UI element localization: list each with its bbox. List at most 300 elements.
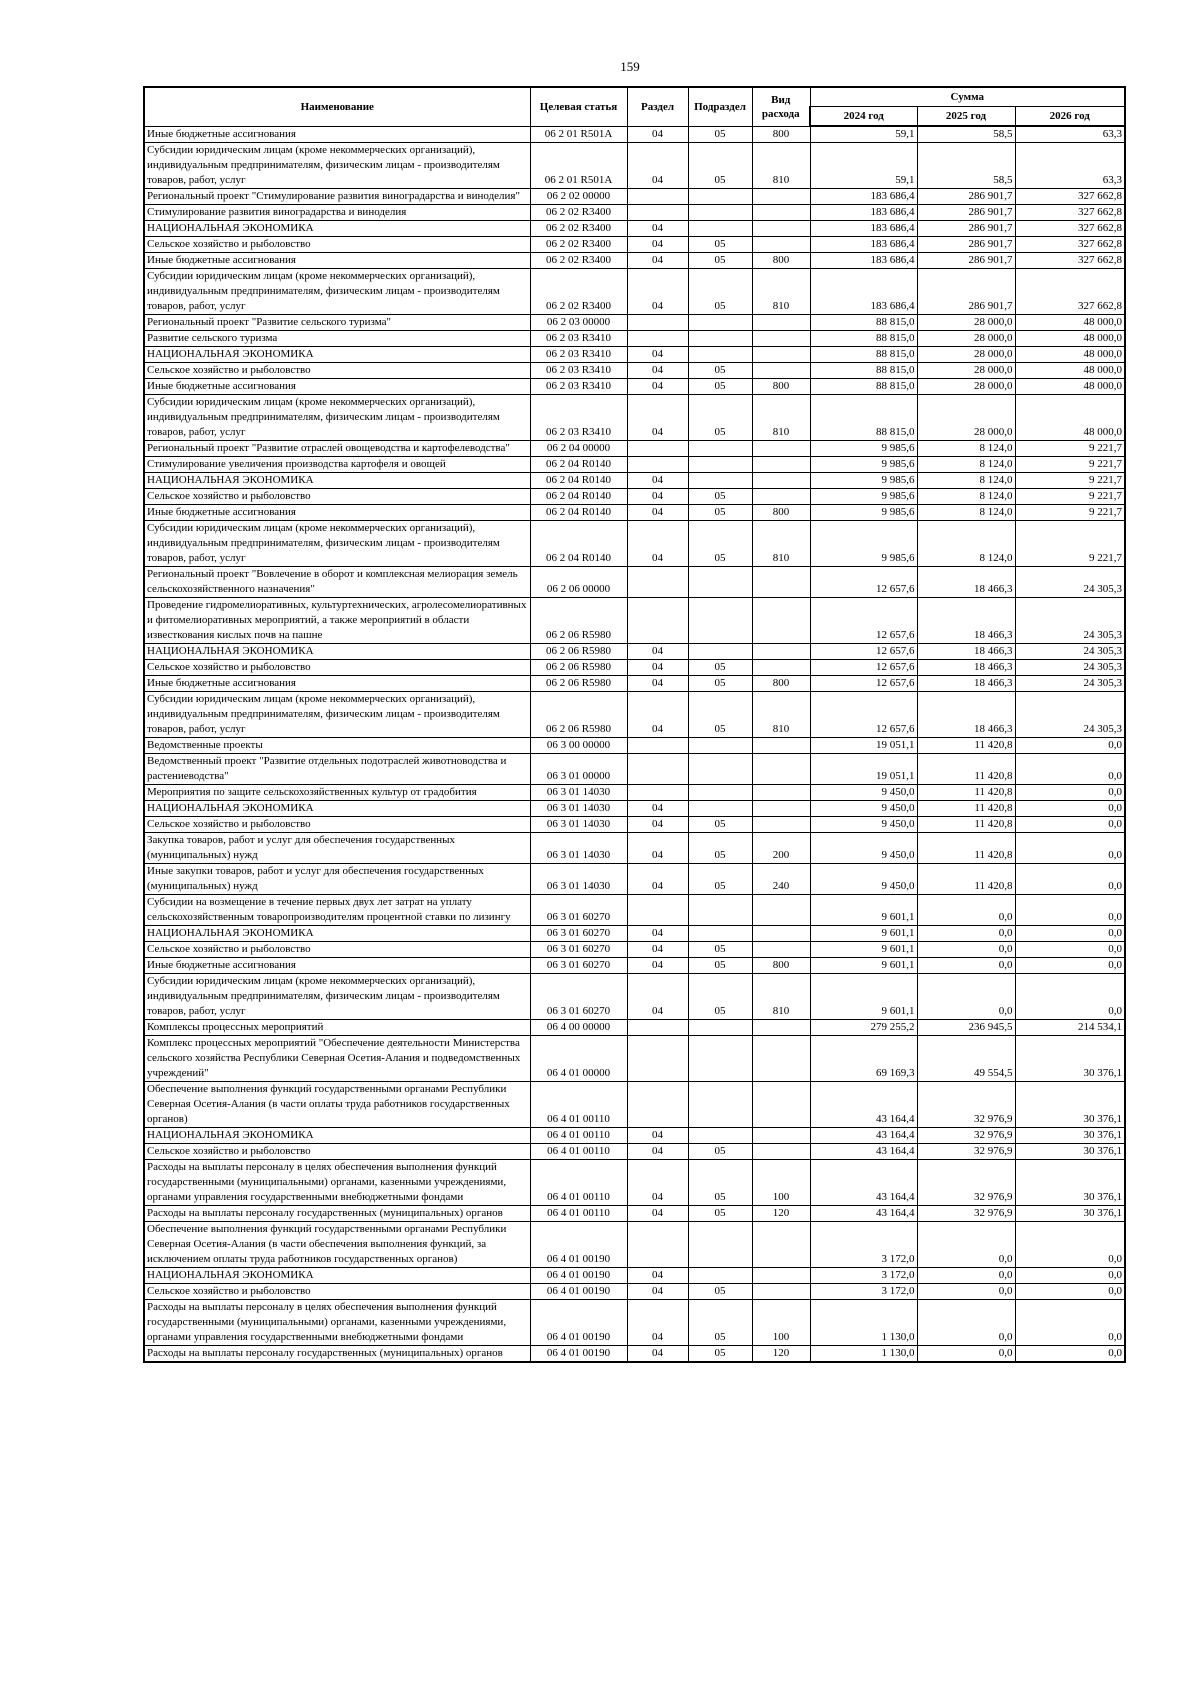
- row-name-cell: Мероприятия по защите сельскохозяйственных культур от градобития: [144, 785, 530, 801]
- row-sum-2024-cell: 43 164,4: [810, 1128, 917, 1144]
- row-section-cell: 04: [627, 660, 688, 676]
- row-sum-2025-cell: 0,0: [917, 1346, 1015, 1363]
- row-kind-cell: 810: [752, 974, 810, 1020]
- table-row: [144, 363, 1125, 379]
- row-target-cell: 06 3 01 60270: [530, 958, 627, 974]
- row-sum-2026-cell: 24 305,3: [1015, 644, 1125, 660]
- row-sum-2026-cell: 0,0: [1015, 1346, 1125, 1363]
- row-sum-2024-cell: 9 450,0: [810, 817, 917, 833]
- table-row: [144, 221, 1125, 237]
- row-name-cell: Комплексы процессных мероприятий: [144, 1020, 530, 1036]
- row-sum-2024-cell: 9 985,6: [810, 473, 917, 489]
- row-sum-2026-cell: 9 221,7: [1015, 441, 1125, 457]
- row-name-cell: Иные бюджетные ассигнования: [144, 505, 530, 521]
- row-subsection-cell: [688, 473, 752, 489]
- row-sum-2025-cell: 236 945,5: [917, 1020, 1015, 1036]
- row-sum-2026-cell: 48 000,0: [1015, 395, 1125, 441]
- row-sum-2025-cell: 28 000,0: [917, 331, 1015, 347]
- row-kind-cell: 240: [752, 864, 810, 895]
- row-sum-2025-cell: 8 124,0: [917, 473, 1015, 489]
- table-row: [144, 1160, 1125, 1206]
- row-sum-2024-cell: 43 164,4: [810, 1160, 917, 1206]
- col-2025-header: 2025 год: [917, 107, 1015, 127]
- row-section-cell: 04: [627, 473, 688, 489]
- row-name-cell: Обеспечение выполнения функций государственными органами Республики Северная Осетия-Алания (в части обеспечения выполнения функций, за исключением оплаты труда работников государственных органов): [144, 1222, 530, 1268]
- table-row: [144, 754, 1125, 785]
- row-target-cell: 06 2 04 R0140: [530, 473, 627, 489]
- row-section-cell: 04: [627, 958, 688, 974]
- row-sum-2024-cell: 9 450,0: [810, 801, 917, 817]
- row-sum-2025-cell: 28 000,0: [917, 347, 1015, 363]
- table-row: [144, 567, 1125, 598]
- row-sum-2025-cell: 286 901,7: [917, 237, 1015, 253]
- table-row: [144, 379, 1125, 395]
- row-section-cell: 04: [627, 347, 688, 363]
- row-section-cell: 04: [627, 801, 688, 817]
- row-sum-2026-cell: 24 305,3: [1015, 598, 1125, 644]
- col-section-header: Раздел: [627, 87, 688, 126]
- row-kind-cell: [752, 363, 810, 379]
- row-target-cell: 06 2 03 R3410: [530, 379, 627, 395]
- row-target-cell: 06 2 02 R3400: [530, 205, 627, 221]
- row-target-cell: 06 4 01 00190: [530, 1222, 627, 1268]
- row-name-cell: Сельское хозяйство и рыболовство: [144, 489, 530, 505]
- row-sum-2024-cell: 12 657,6: [810, 692, 917, 738]
- row-kind-cell: [752, 926, 810, 942]
- row-subsection-cell: [688, 315, 752, 331]
- table-row: [144, 1206, 1125, 1222]
- row-subsection-cell: [688, 1020, 752, 1036]
- row-subsection-cell: [688, 644, 752, 660]
- row-section-cell: [627, 785, 688, 801]
- row-sum-2025-cell: 18 466,3: [917, 660, 1015, 676]
- row-kind-cell: [752, 801, 810, 817]
- row-sum-2025-cell: 28 000,0: [917, 363, 1015, 379]
- row-sum-2026-cell: 327 662,8: [1015, 253, 1125, 269]
- table-row: [144, 143, 1125, 189]
- row-subsection-cell: [688, 895, 752, 926]
- row-name-cell: Субсидии юридическим лицам (кроме некоммерческих организаций), индивидуальным предпринимателям, физическим лицам - производителям товаров, работ, услуг: [144, 974, 530, 1020]
- row-sum-2024-cell: 3 172,0: [810, 1268, 917, 1284]
- row-kind-cell: [752, 347, 810, 363]
- row-name-cell: Ведомственный проект "Развитие отдельных подотраслей животноводства и растениеводства": [144, 754, 530, 785]
- row-sum-2024-cell: 9 985,6: [810, 489, 917, 505]
- row-subsection-cell: [688, 1128, 752, 1144]
- table-row: [144, 1144, 1125, 1160]
- row-target-cell: 06 2 06 00000: [530, 567, 627, 598]
- row-sum-2026-cell: 0,0: [1015, 738, 1125, 754]
- row-target-cell: 06 2 06 R5980: [530, 644, 627, 660]
- row-sum-2025-cell: 11 420,8: [917, 801, 1015, 817]
- row-subsection-cell: 05: [688, 1206, 752, 1222]
- row-sum-2024-cell: 88 815,0: [810, 395, 917, 441]
- row-sum-2026-cell: 0,0: [1015, 801, 1125, 817]
- table-row: [144, 1036, 1125, 1082]
- row-name-cell: Иные бюджетные ассигнования: [144, 126, 530, 143]
- row-kind-cell: [752, 489, 810, 505]
- row-sum-2026-cell: 327 662,8: [1015, 189, 1125, 205]
- table-row: [144, 785, 1125, 801]
- row-subsection-cell: 05: [688, 974, 752, 1020]
- row-kind-cell: [752, 1144, 810, 1160]
- row-kind-cell: [752, 1020, 810, 1036]
- row-target-cell: 06 2 04 R0140: [530, 505, 627, 521]
- row-subsection-cell: 05: [688, 269, 752, 315]
- row-sum-2026-cell: 0,0: [1015, 864, 1125, 895]
- row-subsection-cell: [688, 926, 752, 942]
- row-sum-2025-cell: 0,0: [917, 1300, 1015, 1346]
- row-target-cell: 06 3 01 60270: [530, 895, 627, 926]
- row-section-cell: 04: [627, 974, 688, 1020]
- row-sum-2026-cell: 30 376,1: [1015, 1144, 1125, 1160]
- row-target-cell: 06 2 01 R501A: [530, 126, 627, 143]
- row-section-cell: 04: [627, 1144, 688, 1160]
- row-section-cell: 04: [627, 1268, 688, 1284]
- row-sum-2025-cell: 286 901,7: [917, 221, 1015, 237]
- row-sum-2026-cell: 9 221,7: [1015, 473, 1125, 489]
- row-sum-2024-cell: 59,1: [810, 126, 917, 143]
- row-kind-cell: 100: [752, 1300, 810, 1346]
- row-section-cell: 04: [627, 1300, 688, 1346]
- table-row: [144, 315, 1125, 331]
- row-name-cell: Региональный проект "Вовлечение в оборот и комплексная мелиорация земель сельскохозяйственного назначения": [144, 567, 530, 598]
- row-name-cell: НАЦИОНАЛЬНАЯ ЭКОНОМИКА: [144, 926, 530, 942]
- row-name-cell: Проведение гидромелиоративных, культуртехнических, агролесомелиоративных и фитомелиоративных мероприятий, а также мероприятий в области известкования кислых почв на пашне: [144, 598, 530, 644]
- row-subsection-cell: [688, 441, 752, 457]
- row-sum-2026-cell: 327 662,8: [1015, 269, 1125, 315]
- row-sum-2024-cell: 88 815,0: [810, 347, 917, 363]
- row-sum-2024-cell: 88 815,0: [810, 363, 917, 379]
- table-row: [144, 676, 1125, 692]
- row-section-cell: 04: [627, 237, 688, 253]
- row-subsection-cell: 05: [688, 660, 752, 676]
- row-sum-2026-cell: 24 305,3: [1015, 692, 1125, 738]
- row-sum-2026-cell: 0,0: [1015, 754, 1125, 785]
- row-section-cell: 04: [627, 1206, 688, 1222]
- row-sum-2024-cell: 43 164,4: [810, 1206, 917, 1222]
- row-target-cell: 06 4 01 00190: [530, 1268, 627, 1284]
- row-target-cell: 06 2 02 R3400: [530, 237, 627, 253]
- row-sum-2024-cell: 183 686,4: [810, 189, 917, 205]
- row-subsection-cell: 05: [688, 253, 752, 269]
- row-name-cell: Субсидии юридическим лицам (кроме некоммерческих организаций), индивидуальным предпринимателям, физическим лицам - производителям товаров, работ, услуг: [144, 143, 530, 189]
- row-subsection-cell: [688, 457, 752, 473]
- row-name-cell: Комплекс процессных мероприятий "Обеспечение деятельности Министерства сельского хозяйства Республики Северная Осетия-Алания и подведомственных учреждений": [144, 1036, 530, 1082]
- col-target-header: Целевая статья: [530, 87, 627, 126]
- row-sum-2025-cell: 0,0: [917, 1222, 1015, 1268]
- row-sum-2026-cell: 9 221,7: [1015, 521, 1125, 567]
- row-subsection-cell: [688, 598, 752, 644]
- row-subsection-cell: [688, 189, 752, 205]
- row-section-cell: 04: [627, 692, 688, 738]
- row-section-cell: 04: [627, 833, 688, 864]
- row-subsection-cell: [688, 205, 752, 221]
- row-sum-2024-cell: 12 657,6: [810, 598, 917, 644]
- budget-table: [143, 86, 1126, 1363]
- row-section-cell: 04: [627, 269, 688, 315]
- table-row: [144, 1300, 1125, 1346]
- row-kind-cell: [752, 1128, 810, 1144]
- row-target-cell: 06 4 01 00110: [530, 1160, 627, 1206]
- row-section-cell: [627, 1222, 688, 1268]
- row-kind-cell: 810: [752, 269, 810, 315]
- row-subsection-cell: [688, 347, 752, 363]
- row-section-cell: 04: [627, 817, 688, 833]
- row-sum-2024-cell: 9 601,1: [810, 895, 917, 926]
- row-subsection-cell: 05: [688, 1144, 752, 1160]
- table-row: [144, 1222, 1125, 1268]
- row-sum-2026-cell: 0,0: [1015, 785, 1125, 801]
- row-name-cell: Закупка товаров, работ и услуг для обеспечения государственных (муниципальных) нужд: [144, 833, 530, 864]
- row-name-cell: Сельское хозяйство и рыболовство: [144, 237, 530, 253]
- row-name-cell: НАЦИОНАЛЬНАЯ ЭКОНОМИКА: [144, 1128, 530, 1144]
- row-sum-2026-cell: 214 534,1: [1015, 1020, 1125, 1036]
- row-kind-cell: 200: [752, 833, 810, 864]
- row-sum-2024-cell: 88 815,0: [810, 315, 917, 331]
- row-kind-cell: [752, 205, 810, 221]
- row-target-cell: 06 2 06 R5980: [530, 598, 627, 644]
- table-row: [144, 833, 1125, 864]
- row-sum-2025-cell: 32 976,9: [917, 1144, 1015, 1160]
- table-row: [144, 926, 1125, 942]
- row-sum-2024-cell: 9 985,6: [810, 457, 917, 473]
- row-sum-2026-cell: 30 376,1: [1015, 1036, 1125, 1082]
- row-sum-2024-cell: 19 051,1: [810, 754, 917, 785]
- row-subsection-cell: 05: [688, 1160, 752, 1206]
- table-row: [144, 1128, 1125, 1144]
- row-subsection-cell: 05: [688, 126, 752, 143]
- table-row: [144, 126, 1125, 143]
- table-row: [144, 958, 1125, 974]
- row-name-cell: НАЦИОНАЛЬНАЯ ЭКОНОМИКА: [144, 347, 530, 363]
- row-section-cell: 04: [627, 1346, 688, 1363]
- row-target-cell: 06 3 01 00000: [530, 754, 627, 785]
- table-row: [144, 237, 1125, 253]
- row-sum-2026-cell: 0,0: [1015, 895, 1125, 926]
- col-2026-header: 2026 год: [1015, 107, 1125, 127]
- row-name-cell: Расходы на выплаты персоналу государственных (муниципальных) органов: [144, 1206, 530, 1222]
- row-target-cell: 06 2 02 R3400: [530, 269, 627, 315]
- row-subsection-cell: 05: [688, 379, 752, 395]
- table-body: [144, 126, 1125, 1362]
- row-sum-2026-cell: 30 376,1: [1015, 1206, 1125, 1222]
- row-sum-2025-cell: 0,0: [917, 895, 1015, 926]
- row-subsection-cell: [688, 1036, 752, 1082]
- row-sum-2025-cell: 11 420,8: [917, 785, 1015, 801]
- row-subsection-cell: 05: [688, 395, 752, 441]
- row-sum-2025-cell: 11 420,8: [917, 864, 1015, 895]
- col-subsection-header: Подраздел: [688, 87, 752, 126]
- table-row: [144, 1268, 1125, 1284]
- row-target-cell: 06 3 01 14030: [530, 833, 627, 864]
- row-sum-2025-cell: 0,0: [917, 958, 1015, 974]
- row-kind-cell: 100: [752, 1160, 810, 1206]
- table-row: [144, 473, 1125, 489]
- row-kind-cell: 810: [752, 395, 810, 441]
- row-section-cell: [627, 457, 688, 473]
- row-target-cell: 06 4 01 00190: [530, 1300, 627, 1346]
- row-sum-2025-cell: 11 420,8: [917, 738, 1015, 754]
- row-kind-cell: 800: [752, 126, 810, 143]
- table-row: [144, 205, 1125, 221]
- row-sum-2026-cell: 0,0: [1015, 1300, 1125, 1346]
- row-section-cell: 04: [627, 676, 688, 692]
- col-kind-header: Вид расхода: [752, 87, 810, 126]
- row-section-cell: [627, 1020, 688, 1036]
- row-section-cell: [627, 441, 688, 457]
- row-kind-cell: 800: [752, 253, 810, 269]
- row-sum-2026-cell: 48 000,0: [1015, 331, 1125, 347]
- table-row: [144, 253, 1125, 269]
- row-sum-2026-cell: 63,3: [1015, 126, 1125, 143]
- row-subsection-cell: 05: [688, 676, 752, 692]
- row-kind-cell: [752, 1222, 810, 1268]
- row-sum-2026-cell: 0,0: [1015, 926, 1125, 942]
- row-target-cell: 06 2 06 R5980: [530, 660, 627, 676]
- row-name-cell: Иные бюджетные ассигнования: [144, 253, 530, 269]
- row-subsection-cell: [688, 785, 752, 801]
- row-sum-2026-cell: 327 662,8: [1015, 237, 1125, 253]
- row-target-cell: 06 2 02 R3400: [530, 253, 627, 269]
- row-subsection-cell: 05: [688, 363, 752, 379]
- row-kind-cell: [752, 1082, 810, 1128]
- row-name-cell: Сельское хозяйство и рыболовство: [144, 1284, 530, 1300]
- row-target-cell: 06 2 04 00000: [530, 441, 627, 457]
- row-name-cell: Иные бюджетные ассигнования: [144, 379, 530, 395]
- row-name-cell: Обеспечение выполнения функций государственными органами Республики Северная Осетия-Алания (в части оплаты труда работников государственных органов): [144, 1082, 530, 1128]
- col-sum-header: Сумма: [810, 87, 1125, 107]
- row-sum-2024-cell: 9 450,0: [810, 864, 917, 895]
- row-kind-cell: 800: [752, 958, 810, 974]
- row-name-cell: Стимулирование увеличения производства картофеля и овощей: [144, 457, 530, 473]
- row-target-cell: 06 3 01 14030: [530, 817, 627, 833]
- row-sum-2024-cell: 9 450,0: [810, 833, 917, 864]
- row-kind-cell: [752, 237, 810, 253]
- row-name-cell: Субсидии юридическим лицам (кроме некоммерческих организаций), индивидуальным предпринимателям, физическим лицам - производителям товаров, работ, услуг: [144, 395, 530, 441]
- table-row: [144, 1082, 1125, 1128]
- row-subsection-cell: [688, 754, 752, 785]
- row-section-cell: 04: [627, 253, 688, 269]
- row-target-cell: 06 4 01 00190: [530, 1346, 627, 1363]
- row-sum-2024-cell: 9 985,6: [810, 441, 917, 457]
- row-target-cell: 06 3 01 60270: [530, 974, 627, 1020]
- row-subsection-cell: 05: [688, 942, 752, 958]
- row-name-cell: Расходы на выплаты персоналу государственных (муниципальных) органов: [144, 1346, 530, 1363]
- row-target-cell: 06 2 03 R3410: [530, 395, 627, 441]
- page-number: 159: [620, 59, 640, 74]
- row-sum-2025-cell: 58,5: [917, 143, 1015, 189]
- row-sum-2026-cell: 24 305,3: [1015, 676, 1125, 692]
- row-sum-2026-cell: 63,3: [1015, 143, 1125, 189]
- row-sum-2025-cell: 8 124,0: [917, 505, 1015, 521]
- row-kind-cell: 810: [752, 521, 810, 567]
- row-target-cell: 06 3 01 14030: [530, 801, 627, 817]
- row-sum-2026-cell: 0,0: [1015, 942, 1125, 958]
- row-sum-2024-cell: 9 601,1: [810, 974, 917, 1020]
- table-row: [144, 347, 1125, 363]
- row-subsection-cell: 05: [688, 237, 752, 253]
- row-kind-cell: [752, 895, 810, 926]
- row-sum-2026-cell: 48 000,0: [1015, 379, 1125, 395]
- row-kind-cell: [752, 1284, 810, 1300]
- row-section-cell: 04: [627, 505, 688, 521]
- row-sum-2025-cell: 18 466,3: [917, 644, 1015, 660]
- row-section-cell: 04: [627, 644, 688, 660]
- row-section-cell: 04: [627, 221, 688, 237]
- row-sum-2025-cell: 286 901,7: [917, 253, 1015, 269]
- table-row: [144, 692, 1125, 738]
- row-sum-2024-cell: 88 815,0: [810, 379, 917, 395]
- row-sum-2024-cell: 9 601,1: [810, 926, 917, 942]
- row-sum-2026-cell: 9 221,7: [1015, 457, 1125, 473]
- table-row: [144, 660, 1125, 676]
- row-sum-2025-cell: 18 466,3: [917, 567, 1015, 598]
- row-subsection-cell: 05: [688, 1284, 752, 1300]
- row-subsection-cell: 05: [688, 817, 752, 833]
- table-row: [144, 269, 1125, 315]
- row-sum-2026-cell: 30 376,1: [1015, 1128, 1125, 1144]
- row-sum-2024-cell: 279 255,2: [810, 1020, 917, 1036]
- row-name-cell: Сельское хозяйство и рыболовство: [144, 660, 530, 676]
- row-sum-2026-cell: 9 221,7: [1015, 505, 1125, 521]
- row-sum-2024-cell: 183 686,4: [810, 269, 917, 315]
- row-sum-2026-cell: 30 376,1: [1015, 1160, 1125, 1206]
- table-row: [144, 505, 1125, 521]
- table-row: [144, 801, 1125, 817]
- row-target-cell: 06 3 01 60270: [530, 942, 627, 958]
- row-kind-cell: 120: [752, 1206, 810, 1222]
- row-section-cell: 04: [627, 942, 688, 958]
- row-sum-2025-cell: 28 000,0: [917, 395, 1015, 441]
- row-subsection-cell: 05: [688, 1300, 752, 1346]
- row-name-cell: НАЦИОНАЛЬНАЯ ЭКОНОМИКА: [144, 221, 530, 237]
- row-name-cell: Иные бюджетные ассигнования: [144, 676, 530, 692]
- row-sum-2025-cell: 0,0: [917, 1268, 1015, 1284]
- row-sum-2025-cell: 58,5: [917, 126, 1015, 143]
- row-kind-cell: [752, 1268, 810, 1284]
- row-target-cell: 06 3 01 14030: [530, 785, 627, 801]
- row-section-cell: 04: [627, 363, 688, 379]
- row-kind-cell: 800: [752, 505, 810, 521]
- row-section-cell: 04: [627, 1160, 688, 1206]
- row-section-cell: 04: [627, 489, 688, 505]
- row-kind-cell: [752, 644, 810, 660]
- row-section-cell: [627, 189, 688, 205]
- row-subsection-cell: [688, 567, 752, 598]
- row-kind-cell: [752, 189, 810, 205]
- row-sum-2025-cell: 32 976,9: [917, 1160, 1015, 1206]
- row-section-cell: 04: [627, 521, 688, 567]
- table-row: [144, 895, 1125, 926]
- row-target-cell: 06 4 01 00110: [530, 1082, 627, 1128]
- row-sum-2026-cell: 0,0: [1015, 1222, 1125, 1268]
- row-sum-2025-cell: 0,0: [917, 974, 1015, 1020]
- row-sum-2025-cell: 18 466,3: [917, 692, 1015, 738]
- row-sum-2025-cell: 8 124,0: [917, 441, 1015, 457]
- row-section-cell: [627, 738, 688, 754]
- col-name-header: Наименование: [144, 87, 530, 126]
- row-name-cell: Субсидии на возмещение в течение первых двух лет затрат на уплату сельскохозяйственным товаропроизводителям процентной ставки по лизингу: [144, 895, 530, 926]
- table-row: [144, 1020, 1125, 1036]
- row-sum-2026-cell: 48 000,0: [1015, 315, 1125, 331]
- row-sum-2026-cell: 0,0: [1015, 1268, 1125, 1284]
- row-subsection-cell: [688, 221, 752, 237]
- row-section-cell: [627, 754, 688, 785]
- table-row: [144, 331, 1125, 347]
- row-name-cell: Ведомственные проекты: [144, 738, 530, 754]
- row-name-cell: Расходы на выплаты персоналу в целях обеспечения выполнения функций государственными (муниципальными) органами, казенными учреждениями, органами управления государственными внебюджетными фондами: [144, 1160, 530, 1206]
- row-sum-2024-cell: 43 164,4: [810, 1082, 917, 1128]
